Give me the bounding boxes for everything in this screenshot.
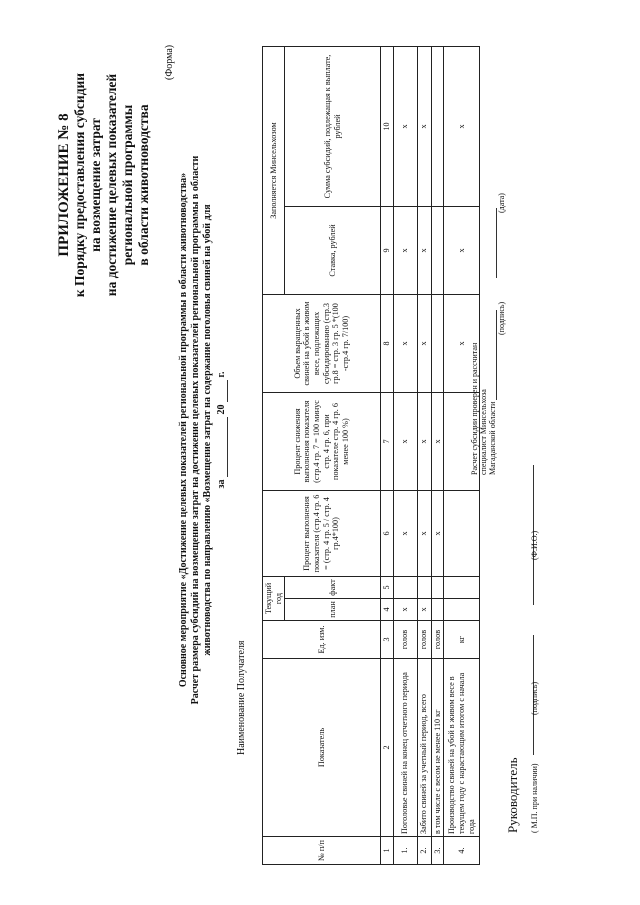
row-c5: [393, 576, 417, 598]
row-unit: голов: [431, 621, 444, 659]
row-name: Производство свиней на убой в живом весе в текущем году с нарастающим итогом с начала года: [444, 659, 480, 837]
recipient-row: [236, 641, 247, 756]
head-indicator: Показатель: [263, 659, 381, 837]
period-suffix: г.: [216, 371, 227, 378]
check-signature-caption: (подпись): [497, 301, 506, 335]
row-c9: х: [444, 206, 480, 294]
head-ministry: Заполняется Минсельхозом: [263, 46, 285, 294]
check-block: [470, 193, 506, 475]
row-unit: голов: [417, 621, 431, 659]
appendix-header: [56, 25, 152, 345]
row-c5: [431, 576, 444, 598]
head-pct-reduce: Процент снижения выполнения показателя (стр.4 гр. 7 = 100 минус стр. 4 гр. 6, при показателе стр. 4 гр. 6 менее 100 %): [263, 392, 381, 490]
row-num: 4.: [444, 837, 480, 865]
check-region: Магаданской области: [488, 401, 497, 475]
row-num: 1.: [393, 837, 417, 865]
row-c9: х: [417, 206, 431, 294]
head-signature-label: Руководитель: [505, 757, 520, 833]
row-c5: [444, 576, 480, 598]
row-name: Поголовье свиней на конец отчетного периода: [393, 659, 417, 837]
row-c8: х: [444, 294, 480, 392]
year-blank: [227, 380, 228, 402]
period-blank: [227, 417, 228, 477]
col-num-9: 9: [381, 206, 394, 294]
row-c7: х: [431, 392, 444, 490]
row-c9: [431, 206, 444, 294]
row-c10: х: [393, 46, 417, 206]
check-line-1: Расчет субсидии проверен и рассчитан: [470, 342, 479, 475]
col-num-6: 6: [381, 490, 394, 576]
check-line-3: [488, 208, 497, 475]
intro-block: [178, 105, 228, 755]
col-num-10: 10: [381, 46, 394, 206]
signature-caption: (подпись): [530, 681, 539, 715]
appendix-line-5: в области животноводства: [136, 104, 151, 266]
col-num-7: 7: [381, 392, 394, 490]
head-pct-exec: Процент выполнения показателя (стр.4 гр. 6 = (стр. 4 гр. 5 / стр. 4 гр.4*100): [263, 490, 381, 576]
appendix-title: ПРИЛОЖЕНИЕ № 8: [56, 113, 72, 257]
row-c8: х: [417, 294, 431, 392]
row-c7: х: [393, 392, 417, 490]
row-num: 2.: [417, 837, 431, 865]
row-c4: х: [417, 599, 431, 621]
col-num-8: 8: [381, 294, 394, 392]
row-c4: [444, 599, 480, 621]
table-row: [417, 46, 431, 864]
head-volume: Объем выращенных свиней на убой в живом весе, подлежащих субсидированию (стр.3 гр.8 = стр. 3 гр. 5 *(100 -стр.4 гр. 7/100): [263, 294, 381, 392]
subsidy-table: [262, 46, 480, 865]
row-c8: [431, 294, 444, 392]
head-rate: Ставка, рублей: [285, 206, 381, 294]
row-c6: [444, 490, 480, 576]
col-num-3: 3: [381, 621, 394, 659]
row-c9: х: [393, 206, 417, 294]
row-c5: [417, 576, 431, 598]
row-num: 3.: [431, 837, 444, 865]
col-num-1: 1: [381, 837, 394, 865]
table-row: [431, 46, 444, 864]
appendix-line-1: к Порядку предоставления субсидии: [72, 72, 87, 298]
row-c6: х: [417, 490, 431, 576]
intro-line-2: Расчет размера субсидий на возмещение затрат на достижение целевых показателей региональной программы в области: [190, 155, 201, 705]
period-year: 20: [216, 404, 227, 415]
column-numbers-row: [381, 46, 394, 864]
row-c10: х: [417, 46, 431, 206]
row-c10: х: [444, 46, 480, 206]
row-unit: голов: [393, 621, 417, 659]
form-label: (Форма): [164, 44, 175, 80]
head-unit: Ед. изм.: [263, 621, 381, 659]
check-captions: [497, 193, 506, 475]
intro-line-1: Основное мероприятие «Достижение целевых показателей региональной программы в области животноводства»: [178, 172, 189, 688]
intro-line-3: животноводства по направлению «Возмещение затрат на содержание поголовья свиней на убой для: [202, 204, 213, 656]
intro-period: [216, 105, 228, 755]
row-unit: кг: [444, 621, 480, 659]
col-num-4: 4: [381, 599, 394, 621]
col-num-5: 5: [381, 576, 394, 598]
row-c7: х: [417, 392, 431, 490]
head-sum: Сумма субсидий, подлежащая к выплате, рублей: [285, 46, 381, 206]
col-num-2: 2: [381, 659, 394, 837]
head-fact: факт: [285, 576, 381, 598]
period-prefix: за: [216, 479, 227, 489]
recipient-label: Наименование Получателя: [236, 640, 247, 755]
row-c10: [431, 46, 444, 206]
check-line-2: специалист Минсельхоза: [479, 389, 488, 475]
appendix-line-2: на возмещение затрат: [88, 118, 103, 252]
row-name: в том числе с весом не менее 110 кг: [431, 659, 444, 837]
head-current-year: Текущий год: [263, 576, 285, 620]
row-c4: х: [393, 599, 417, 621]
row-name: Забито свиней за учетный период, всего: [417, 659, 431, 837]
mp-label: ( М.П. при наличии): [530, 763, 539, 833]
row-c8: х: [393, 294, 417, 392]
appendix-line-3: на достижение целевых показателей: [104, 73, 119, 297]
table-row: [393, 46, 417, 864]
head-plan: план: [285, 599, 381, 621]
row-c4: [431, 599, 444, 621]
fio-caption: (Ф.И.О.): [530, 530, 539, 560]
row-c6: х: [393, 490, 417, 576]
head-num: № п/п: [263, 837, 381, 865]
row-c6: х: [431, 490, 444, 576]
check-date-caption: (дата): [497, 193, 506, 213]
appendix-line-4: региональной программы: [120, 104, 135, 266]
